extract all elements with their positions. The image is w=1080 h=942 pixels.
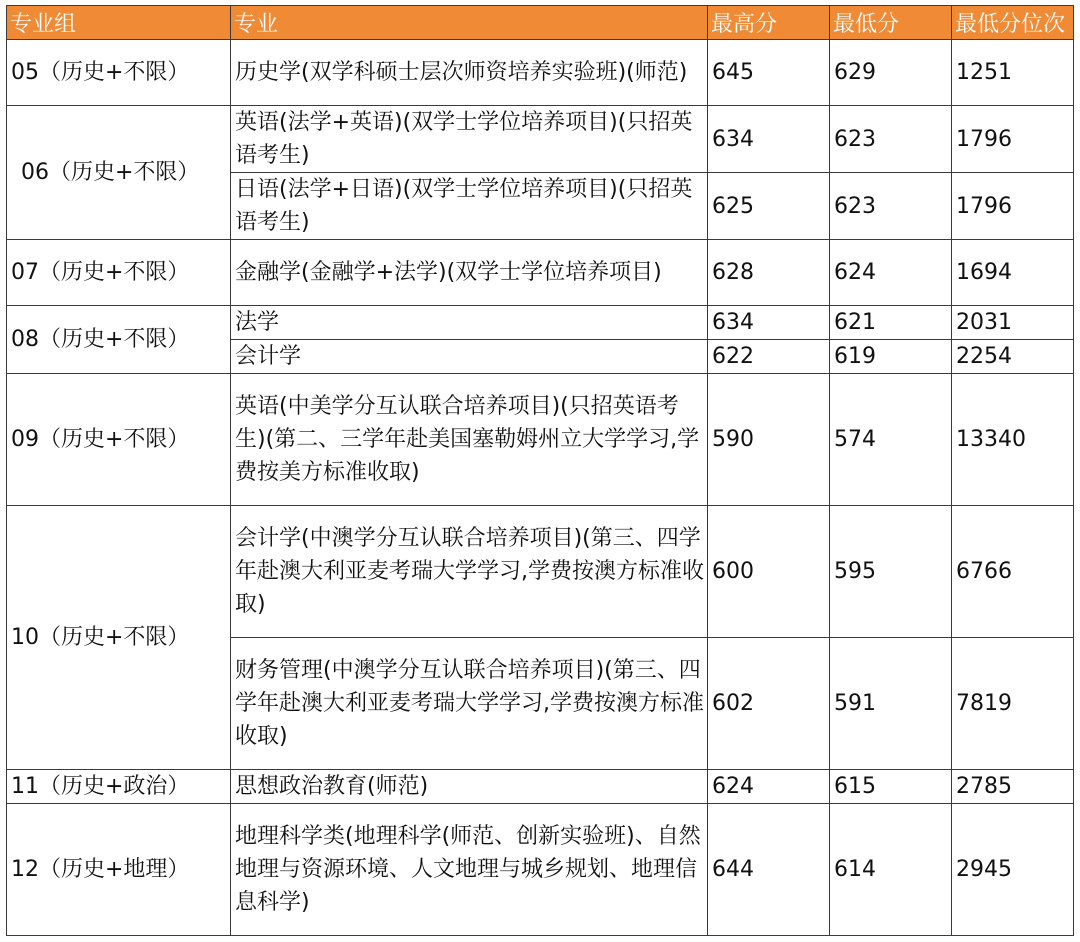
major-cell: 日语(法学+日语)(双学士学位培养项目)(只招英语考生) [231,173,708,240]
min-rank-cell: 1796 [952,106,1074,173]
table-row [7,804,1074,936]
min-rank-cell: 1796 [952,173,1074,240]
major-cell: 法学 [231,306,708,340]
table-row [7,106,1074,173]
header-major: 专业 [231,6,708,40]
group-cell: 05（历史+不限） [7,40,231,106]
group-cell: 07（历史+不限） [7,240,231,306]
min-score-cell: 624 [830,240,952,306]
major-cell: 英语(中美学分互认联合培养项目)(只招英语考生)(第二、三学年赴美国塞勒姆州立大学学习,学费按美方标准收取) [231,374,708,506]
table-row [7,374,1074,506]
min-score-cell: 614 [830,804,952,936]
min-rank-cell: 6766 [952,506,1074,638]
table-header-row [7,6,1074,40]
min-rank-cell: 1694 [952,240,1074,306]
min-rank-cell: 1251 [952,40,1074,106]
min-score-cell: 615 [830,770,952,804]
min-rank-cell: 7819 [952,638,1074,770]
major-cell: 思想政治教育(师范) [231,770,708,804]
min-score-cell: 623 [830,106,952,173]
min-score-cell: 619 [830,340,952,374]
major-cell: 金融学(金融学+法学)(双学士学位培养项目) [231,240,708,306]
min-score-cell: 595 [830,506,952,638]
max-score-cell: 634 [708,106,830,173]
max-score-cell: 602 [708,638,830,770]
major-cell: 财务管理(中澳学分互认联合培养项目)(第三、四学年赴澳大利亚麦考瑞大学学习,学费按澳方标准收取) [231,638,708,770]
max-score-cell: 634 [708,306,830,340]
max-score-cell: 625 [708,173,830,240]
min-score-cell: 621 [830,306,952,340]
min-rank-cell: 2945 [952,804,1074,936]
table-row [7,306,1074,340]
min-rank-cell: 13340 [952,374,1074,506]
max-score-cell: 590 [708,374,830,506]
major-cell: 地理科学类(地理科学(师范、创新实验班)、自然地理与资源环境、人文地理与城乡规划、地理信息科学) [231,804,708,936]
max-score-cell: 645 [708,40,830,106]
major-cell: 会计学(中澳学分互认联合培养项目)(第三、四学年赴澳大利亚麦考瑞大学学习,学费按澳方标准收取) [231,506,708,638]
header-min-score: 最低分 [830,6,952,40]
group-cell: 12（历史+地理） [7,804,231,936]
max-score-cell: 622 [708,340,830,374]
major-cell: 历史学(双学科硕士层次师资培养实验班)(师范) [231,40,708,106]
max-score-cell: 600 [708,506,830,638]
group-cell: 09（历史+不限） [7,374,231,506]
group-cell: 06（历史+不限） [7,106,231,240]
table-row [7,40,1074,106]
max-score-cell: 624 [708,770,830,804]
table-row [7,770,1074,804]
table-row [7,240,1074,306]
table-row [7,506,1074,638]
max-score-cell: 628 [708,240,830,306]
min-score-cell: 629 [830,40,952,106]
group-cell: 10（历史+不限） [7,506,231,770]
min-score-cell: 591 [830,638,952,770]
min-rank-cell: 2785 [952,770,1074,804]
major-cell: 英语(法学+英语)(双学士学位培养项目)(只招英语考生) [231,106,708,173]
min-rank-cell: 2031 [952,306,1074,340]
group-cell: 08（历史+不限） [7,306,231,374]
header-min-rank: 最低分位次 [952,6,1074,40]
min-rank-cell: 2254 [952,340,1074,374]
min-score-cell: 574 [830,374,952,506]
group-cell: 11（历史+政治） [7,770,231,804]
max-score-cell: 644 [708,804,830,936]
admission-score-table [6,5,1074,936]
header-max-score: 最高分 [708,6,830,40]
major-cell: 会计学 [231,340,708,374]
min-score-cell: 623 [830,173,952,240]
header-group: 专业组 [7,6,231,40]
